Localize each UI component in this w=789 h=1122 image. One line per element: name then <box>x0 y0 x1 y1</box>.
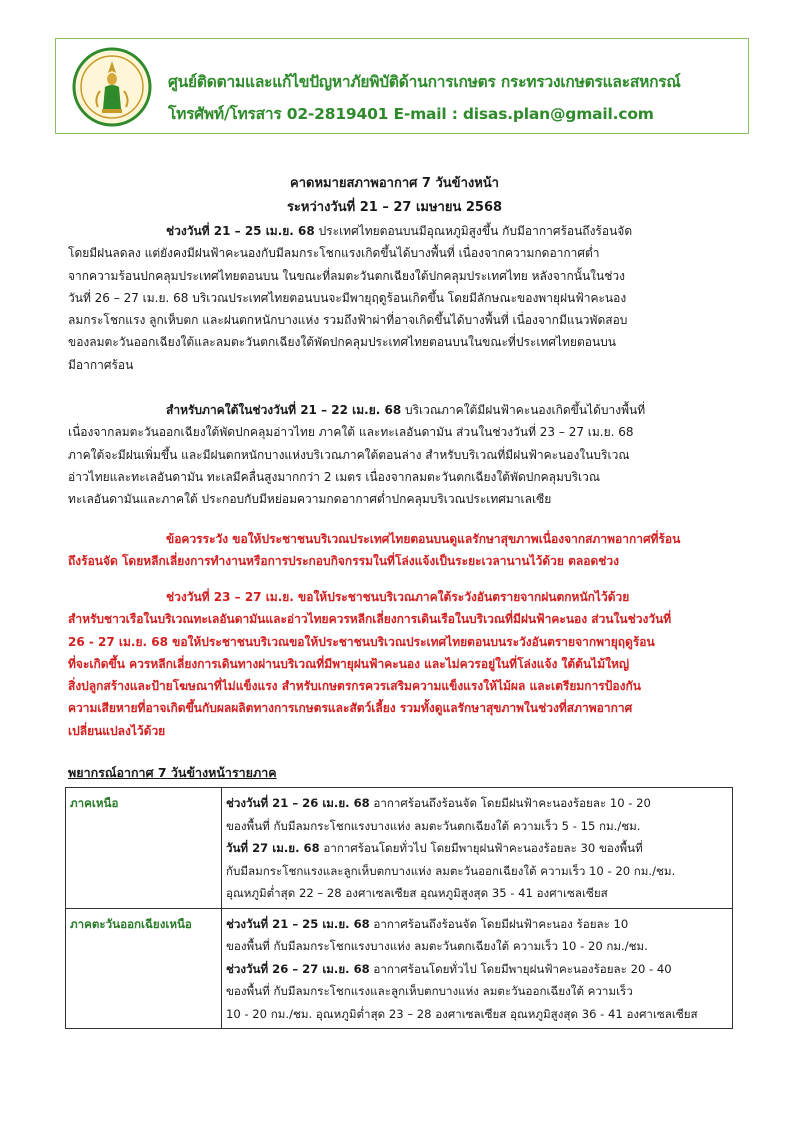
table-row <box>66 788 733 909</box>
ministry-of-agriculture-seal-icon <box>72 47 152 127</box>
table-row <box>66 908 733 1029</box>
warning-storm: ช่วงวันที่ 23 – 27 เม.ย. ขอให้ประชาชนบริเวณภาคใต้ระวังอันตรายจากฝนตกหนักไว้ด้วย สำหรับชาวเรือในบริเวณทะเลอันดามันและอ่าวไทยควรหลีกเลี่ยงการเดินเรือในบริเวณที่มีฝนฟ้าคะนอง ส่วนในช่วงวันที่ 26 - 27 เม.ย. 68 ขอให้ประชาชนบริเวณขอให้ประชาชนบริเวณประเทศไทยตอนบนระวังอันตรายจากพายุฤดูร้อน ที่จะเกิดขึ้น ควรหลีกเลี่ยงการเดินทางผ่านบริเวณที่มีพายุฝนฟ้าคะนอง และไม่ควรอยู่ในที่โล่งแจ้ง ใต้ต้นไม้ใหญ่ สิ่งปลูกสร้างและป้ายโฆษณาที่ไม่แข็งแรง สำหรับเกษตรกรควรเสริมความแข็งแรงให้ไม้ผล และเตรียมการป้องกัน ความเสียหายที่อาจเกิดขึ้นกับผลผลิตทางการเกษตรและสัตว์เลี้ยง รวมทั้งดูแลรักษาสุขภาพในช่วงที่สภาพอากาศ เปลี่ยนแปลงไว้ด้วย <box>68 590 672 738</box>
document-title: คาดหมายสภาพอากาศ 7 วันข้างหน้า <box>290 176 499 191</box>
region-forecast: ช่วงวันที่ 21 – 26 เม.ย. 68 อากาศร้อนถึงร้อนจัด โดยมีฝนฟ้าคะนองร้อยละ 10 - 20 ของพื้นที่ กับมีลมกระโชกแรงบางแห่ง ลมตะวันตกเฉียงใต้ ความเร็ว 5 - 15 กม./ชม. วันที่ 27 เม.ย. 68 อากาศร้อนโดยทั่วไป โดยมีพายุฝนฟ้าคะนองร้อยละ 30 ของพื้นที่ กับมีลมกระโชกแรงและลูกเห็บตกบางแห่ง ลมตะวันออกเฉียงใต้ ความเร็ว 10 - 20 กม./ชม. อุณหภูมิต่ำสุด 22 – 28 องศาเซลเซียส อุณหภูมิสูงสุด 35 - 41 องศาเซลเซียส <box>222 788 733 909</box>
organization-name: ศูนย์ติดตามและแก้ไขปัญหาภัยพิบัติด้านการเกษตร กระทรวงเกษตรและสหกรณ์ <box>168 73 681 91</box>
contact-info: โทรศัพท์/โทรสาร 02-2819401 E-mail : disas.plan@gmail.com <box>168 105 654 123</box>
regional-forecast-heading: พยากรณ์อากาศ 7 วันข้างหน้ารายภาค <box>68 765 277 780</box>
document-subtitle: ระหว่างวันที่ 21 – 27 เมษายน 2568 <box>286 200 503 215</box>
regional-forecast-table <box>65 787 733 1029</box>
letterhead <box>55 38 749 134</box>
region-name: ภาคตะวันออกเฉียงเหนือ <box>66 908 222 1029</box>
region-name: ภาคเหนือ <box>66 788 222 909</box>
paragraph-upper-thailand: ช่วงวันที่ 21 – 25 เม.ย. 68 ประเทศไทยตอนบนมีอุณหภูมิสูงขึ้น กับมีอากาศร้อนถึงร้อนจัด โดยมีฝนลดลง แต่ยังคงมีฝนฟ้าคะนองกับมีลมกระโชกแรงเกิดขึ้นได้บางพื้นที่ เนื่องจากความกดอากาศต่ำ จากความร้อนปกคลุมประเทศไทยตอนบน ในขณะที่ลมตะวันตกเฉียงใต้ปกคลุมประเทศไทย หลังจากนั้นในช่วง วันที่ 26 – 27 เม.ย. 68 บริเวณประเทศไทยตอนบนจะมีพายุฤดูร้อนเกิดขึ้น โดยมีลักษณะของพายุฝนฟ้าคะนอง ลมกระโชกแรง ลูกเห็บตก และฝนตกหนักบางแห่ง รวมถึงฟ้าผ่าที่อาจเกิดขึ้นได้บางพื้นที่ เนื่องจากมีแนวพัดสอบ ของลมตะวันออกเฉียงใต้และลมตะวันตกเฉียงใต้พัดปกคลุมประเทศไทยตอนบนในขณะที่ประเทศไทยตอนบน มีอากาศร้อน <box>68 224 633 372</box>
warning-heat: ข้อควรระวัง ขอให้ประชาชนบริเวณประเทศไทยตอนบนดูแลรักษาสุขภาพเนื่องจากสภาพอากาศที่ร้อน ถึงร้อนจัด โดยหลีกเลี่ยงการทำงานหรือการประกอบกิจกรรมในที่โล่งแจ้งเป็นระยะเวลานานไว้ด้วย ตลอดช่วง <box>68 532 681 569</box>
region-forecast: ช่วงวันที่ 21 – 25 เม.ย. 68 อากาศร้อนถึงร้อนจัด โดยมีฝนฟ้าคะนอง ร้อยละ 10 ของพื้นที่ กับมีลมกระโชกแรงบางแห่ง ลมตะวันตกเฉียงใต้ ความเร็ว 10 - 20 กม./ชม. ช่วงวันที่ 26 – 27 เม.ย. 68 อากาศร้อนโดยทั่วไป โดยมีพายุฝนฟ้าคะนองร้อยละ 20 - 40 ของพื้นที่ กับมีลมกระโชกแรงและลูกเห็บตกบางแห่ง ลมตะวันออกเฉียงใต้ ความเร็ว 10 - 20 กม./ชม. อุณหภูมิต่ำสุด 23 – 28 องศาเซลเซียส อุณหภูมิสูงสุด 36 - 41 องศาเซลเซียส <box>222 908 733 1029</box>
paragraph-southern-region: สำหรับภาคใต้ในช่วงวันที่ 21 – 22 เม.ย. 68 บริเวณภาคใต้มีฝนฟ้าคะนองเกิดขึ้นได้บางพื้นที่ เนื่องจากลมตะวันออกเฉียงใต้พัดปกคลุมอ่าวไทย ภาคใต้ และทะเลอันดามัน ส่วนในช่วงวันที่ 23 – 27 เม.ย. 68 ภาคใต้จะมีฝนเพิ่มขึ้น และมีฝนตกหนักบางแห่งบริเวณภาคใต้ตอนล่าง สำหรับบริเวณที่มีฝนฟ้าคะนองในบริเวณ อ่าวไทยและทะเลอันดามัน ทะเลมีคลื่นสูงมากกว่า 2 เมตร เนื่องจากลมตะวันตกเฉียงใต้พัดปกคลุมบริเวณ ทะเลอันดามันและภาคใต้ ประกอบกับมีหย่อมความกดอากาศต่ำปกคลุมบริเวณประเทศมาเลเซีย <box>68 403 646 507</box>
